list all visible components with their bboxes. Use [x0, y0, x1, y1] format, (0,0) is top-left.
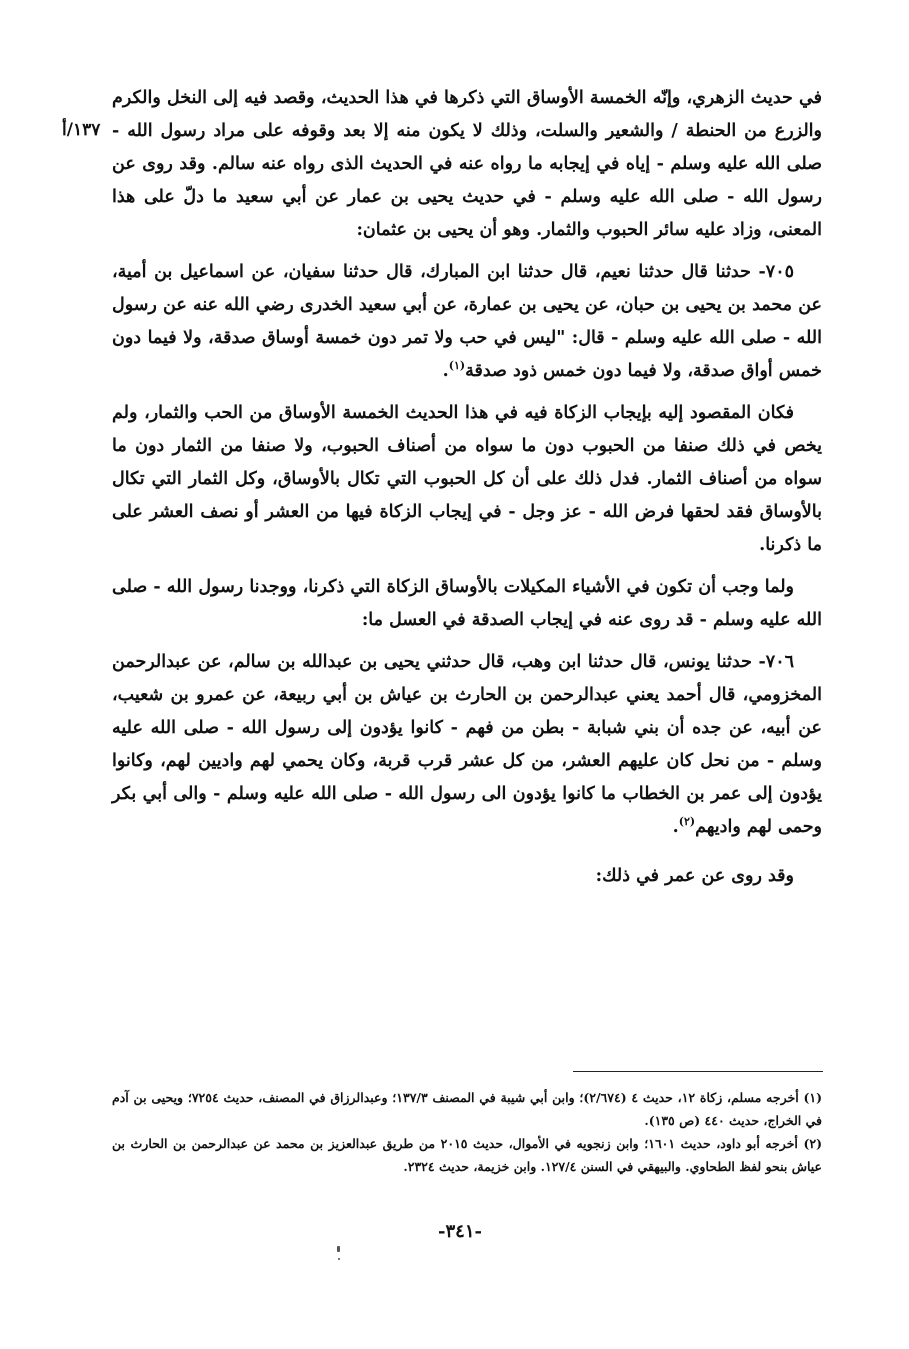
footnote-ref: (٢) [678, 815, 696, 829]
footnote-ref: (١) [448, 359, 466, 373]
paragraph: ولما وجب أن تكون في الأشياء المكيلات بالأوساق الزكاة التي ذكرنا، ووجدنا رسول الله - صلى الله عليه وسلم - قد روى عنه في إيجاب الصدقة في العسل ما: [112, 577, 822, 630]
footnote-1: (١) أخرجه مسلم، زكاة ١٢، حديث ٤ (٢/٦٧٤)؛ وابن أبي شيبة في المصنف ١٣٧/٣؛ وعبدالرزاق في المصنف، حديث ٧٢٥٤؛ ويحيى بن آدم في الخراج، حديث ٤٤٠ (ص ١٣٥). [112, 1090, 823, 1128]
main-text [112, 82, 822, 902]
paragraph: وقد روى عن عمر في ذلك: [595, 866, 794, 886]
paragraph-text: ٧٠٥- حدثنا قال حدثنا نعيم، قال حدثنا ابن المبارك، قال حدثنا سفيان، عن اسماعيل بن أمية، عن محمد بن يحيى بن حبان، عن يحيى بن عمارة، عن أبي سعيد الخدرى رضي الله عنه عن رسول الله - صلى الله عليه وسلم - قال: "ليس في حب ولا تمر دون خمسة أوساق صدقة، ولا فيما دون خمس أواق صدقة، ولا فيما دون خمس ذود صدقة [112, 262, 822, 381]
page-number: -٣٤١- [438, 1221, 482, 1242]
footnote-2: (٢) أخرجه أبو داود، حديث ١٦٠١؛ وابن زنجويه في الأموال، حديث ٢٠١٥ من طريق عبدالعزيز بن محمد عن عبدالرحمن بن الحارث بن عياش بنحو لفظ الطحاوي. والبيهقي في السنن ١٢٧/٤. وابن خزيمة، حديث ٢٣٢٤. [112, 1136, 822, 1174]
paragraph: فكان المقصود إليه بإيجاب الزكاة فيه في هذا الحديث الخمسة الأوساق من الحب والثمار، ولم يخص في ذلك صنفا من الحبوب دون ما سواه من أصناف الحبوب، ولا صنفا من الثمار دون ما سواه من أصناف الثمار. فدل ذلك على أن كل الحبوب التي تكال بالأوساق، وكل الثمار التي تكال بالأوساق فقد لحقها فرض الله - عز وجل - في إيجاب الزكاة فيها من العشر أو نصف العشر على ما ذكرنا. [112, 403, 822, 555]
paragraph: في حديث الزهري، وإنّه الخمسة الأوساق التي ذكرها في هذا الحديث، وقصد فيه إلى النخل والكرم والزرع من الحنطة / والشعير والسلت، وذلك لا يكون منه إلا بعد وقوفه على مراد رسول الله - صلى الله عليه وسلم - إياه في إيجابه ما رواه عنه في الحديث الذى رواه عنه سالم. وقد روى عن رسول الله - صلى الله عليه وسلم - في حديث يحيى بن عمار عن أبي سعيد ما دلّ على هذا المعنى، وزاد عليه سائر الحبوب والثمار. وهو أن يحيى بن عثمان: [112, 88, 822, 240]
hadith-706: ٧٠٦- حدثنا يونس، قال حدثنا ابن وهب، قال حدثني يحيى بن عبدالله بن سالم، عن عبدالرحمن المخزومي، قال أحمد يعني عبدالرحمن بن الحارث بن عياش بن أبي ربيعة، عن عمرو بن شعيب، عن أبيه، عن جده أن بني شبابة - بطن من فهم - كانوا يؤدون إلى رسول الله - صلى الله عليه وسلم - من نحل كان عليهم العشر، من كل عشر قرب قربة، وكان يحمي لهم واديين لهم، وكانوا يؤدون إلى عمر بن الخطاب ما كانوا يؤدون الى رسول الله - صلى الله عليه وسلم - والى أبي بكر وحمى لهم واديهم$^{(٢)}$. [112, 652, 822, 837]
scan-speck [337, 1246, 340, 1252]
footnote-divider [573, 1071, 823, 1072]
scan-speck [338, 1258, 340, 1260]
footnotes [112, 1086, 822, 1178]
manuscript-folio-note: ١٣٧/أ [62, 120, 101, 140]
paragraph-text: ٧٠٦- حدثنا يونس، قال حدثنا ابن وهب، قال حدثني يحيى بن عبدالله بن سالم، عن عبدالرحمن المخزومي، قال أحمد يعني عبدالرحمن بن الحارث بن عياش بن أبي ربيعة، عن عمرو بن شعيب، عن أبيه، عن جده أن بني شبابة - بطن من فهم - كانوا يؤدون إلى رسول الله - صلى الله عليه وسلم - من نحل كان عليهم العشر، من كل عشر قرب قربة، وكان يحمي لهم واديين لهم، وكانوا يؤدون إلى عمر بن الخطاب ما كانوا يؤدون الى رسول الله - صلى الله عليه وسلم - والى أبي بكر وحمى لهم واديهم [112, 652, 822, 837]
hadith-705: ٧٠٥- حدثنا قال حدثنا نعيم، قال حدثنا ابن المبارك، قال حدثنا سفيان، عن اسماعيل بن أمية، عن محمد بن يحيى بن حبان، عن يحيى بن عمارة، عن أبي سعيد الخدرى رضي الله عنه عن رسول الله - صلى الله عليه وسلم - قال: "ليس في حب ولا تمر دون خمسة أوساق صدقة، ولا فيما دون خمس أواق صدقة، ولا فيما دون خمس ذود صدقة$^{(١)}$. [112, 262, 822, 381]
